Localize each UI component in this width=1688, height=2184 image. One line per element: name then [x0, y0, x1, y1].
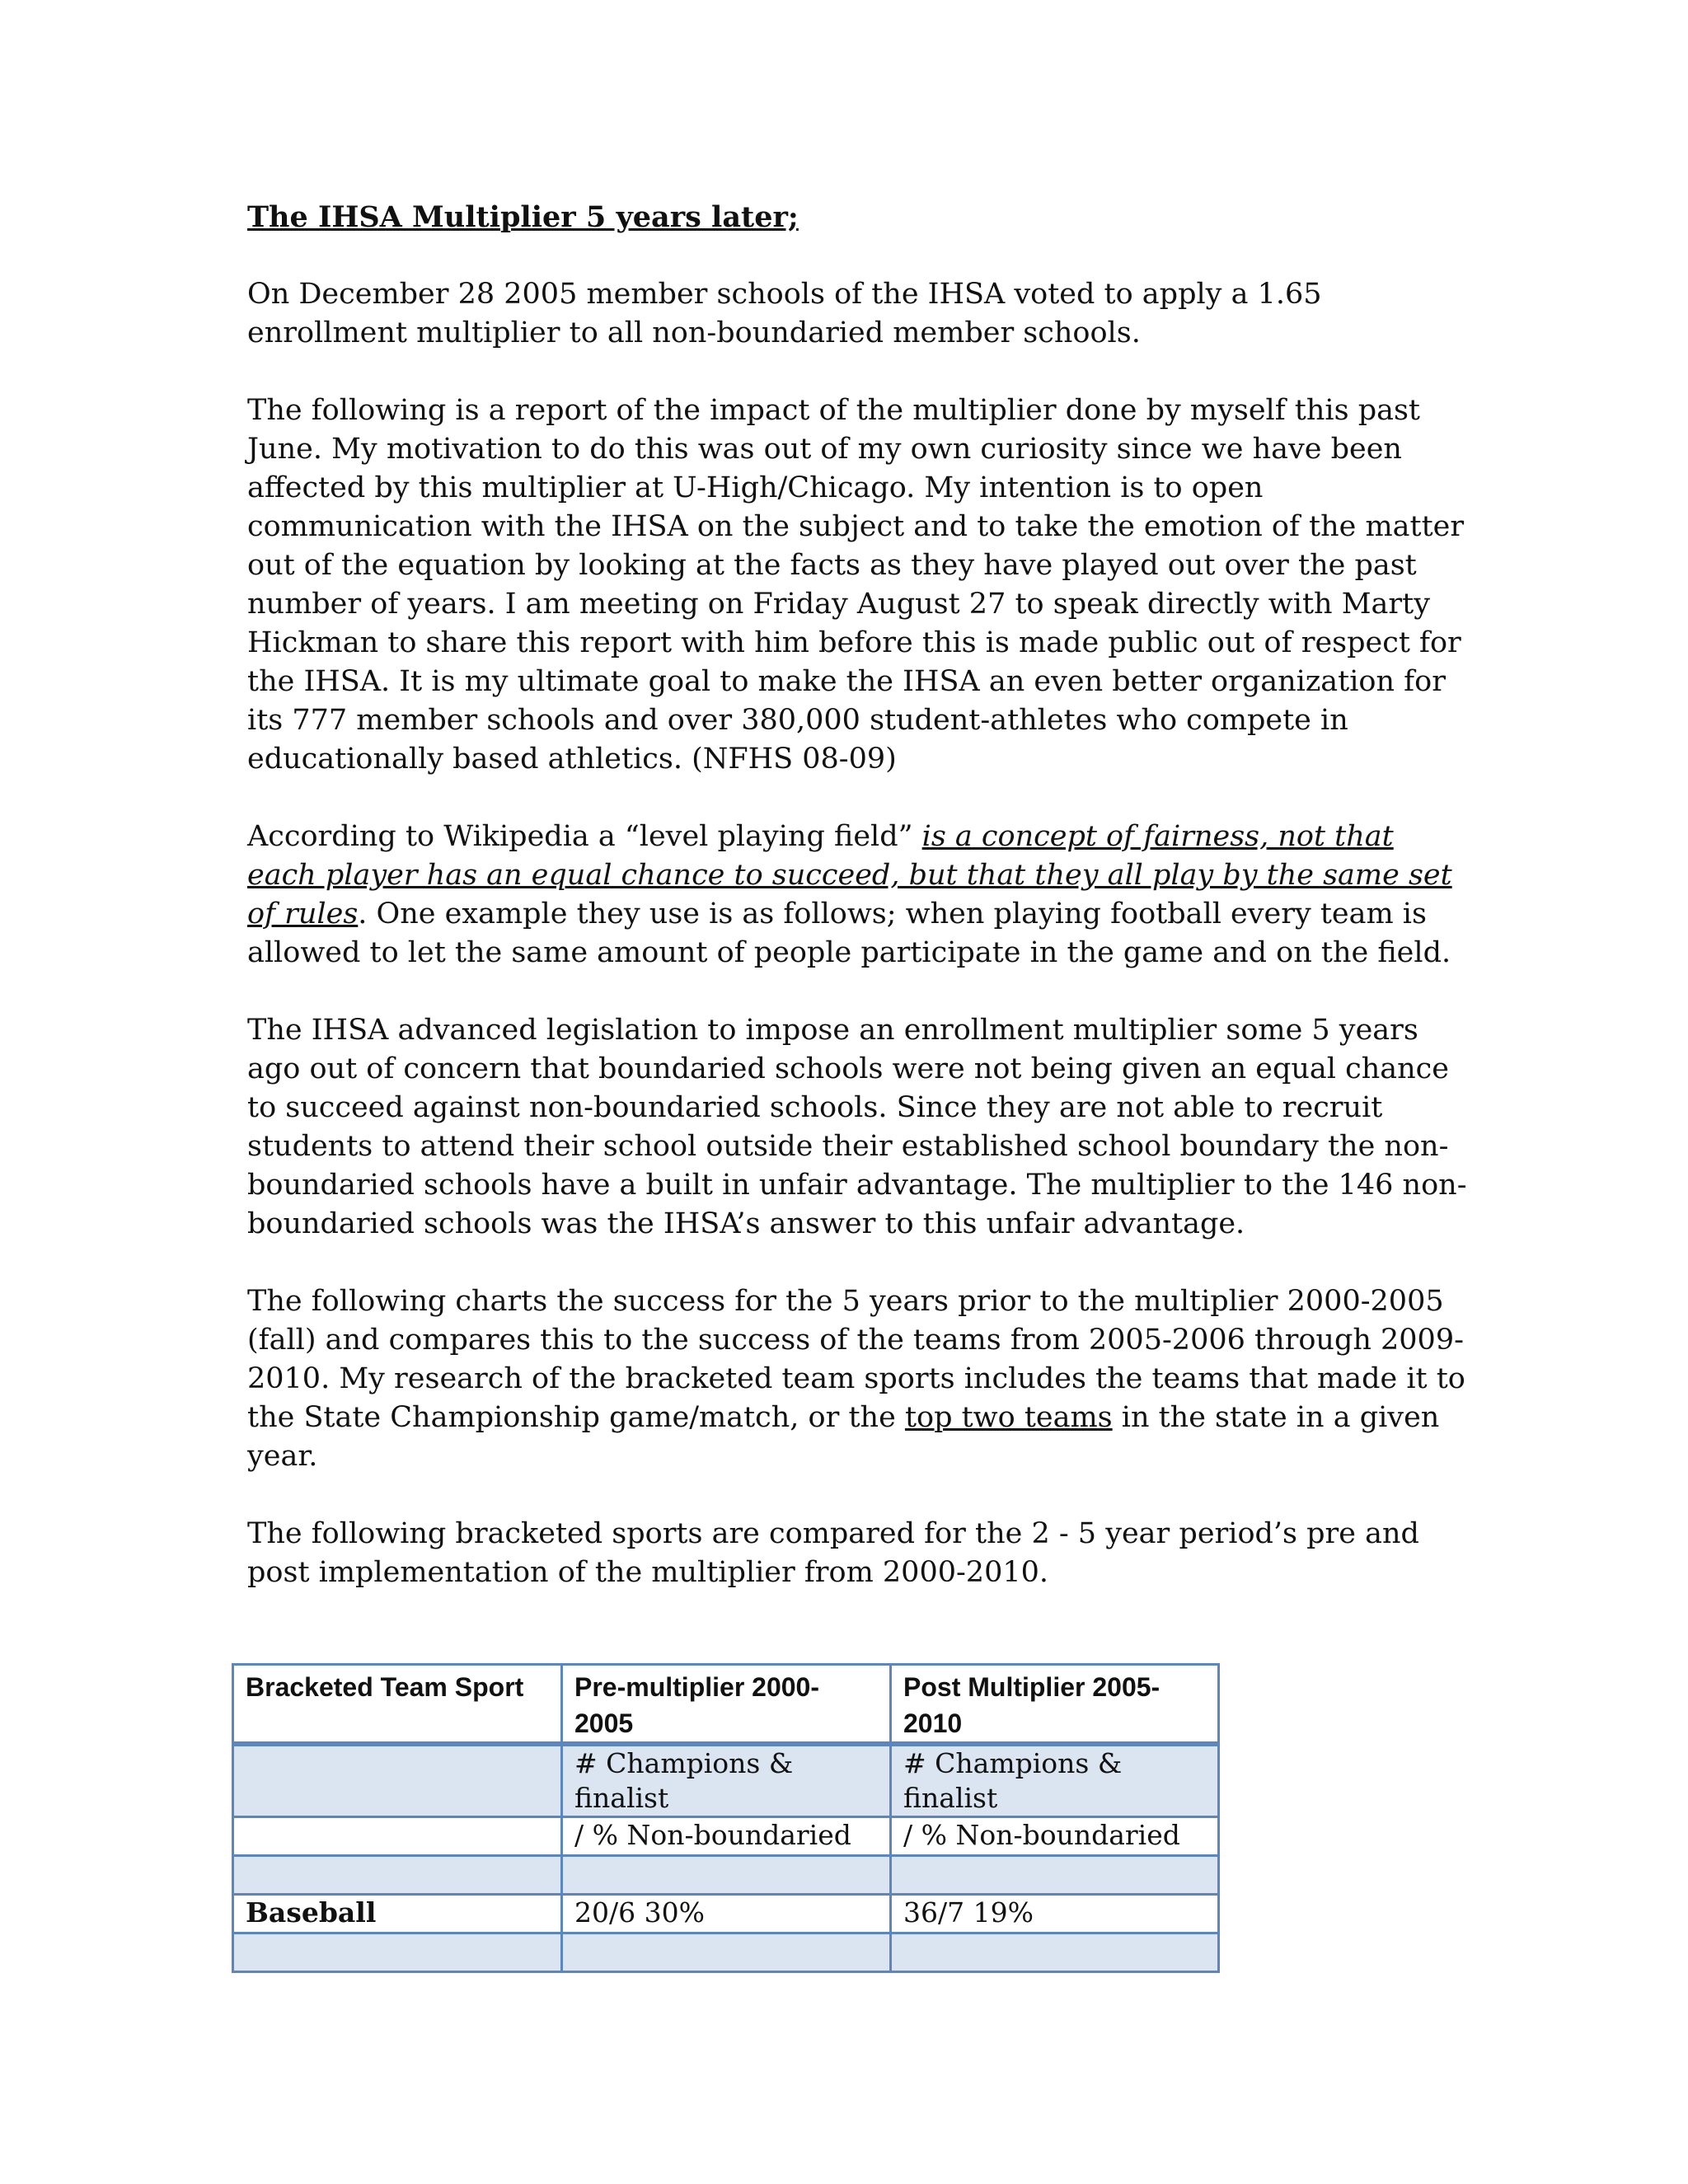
paragraph-charts	[247, 1282, 1467, 1476]
paragraph-legislation: The IHSA advanced legislation to impose an enrollment multiplier some 5 years ago out of concern that boundaried schools were not being given an equal chance to succeed against non-boundaried schools. Since they are not able to recruit students to attend their school outside their established school boundary the non-boundaried schools have a built in unfair advantage. The multiplier to the 146 non-boundaried schools was the IHSA’s answer to this unfair advantage.	[247, 1014, 1467, 1240]
charts-lead: The following charts the success for the 5 years prior to the multiplier 2000-2005 (fall) and compares this to the success of the teams from 2005-2006 through 2009-2010. My research of the bracketed team sports includes the teams that made it to the State Championship game/match, or the	[247, 1285, 1465, 1434]
sport-baseball: Baseball	[233, 1895, 562, 1933]
paragraph-report: The following is a report of the impact of the multiplier done by myself this past June. My motivation to do this was out of my own curiosity since we have been affected by this multiplier at U-High/Chicago. My intention is to open communication with the IHSA on the subject and to take the emotion of the matter out of the equation by looking at the facts as they have played out over the past number of years. I am meeting on Friday August 27 to speak directly with Marty Hickman to share this report with him before this is made public out of respect for the IHSA. It is my ultimate goal to make the IHSA an even better organization for its 777 member schools and over 380,000 student-athletes who compete in educationally based athletics. (NFHS 08-09)	[247, 394, 1465, 776]
paragraph-level-playing-field	[247, 818, 1467, 972]
paragraph-compared: The following bracketed sports are compared for the 2 - 5 year period’s pre and post implementation of the multiplier from 2000-2010.	[247, 1517, 1419, 1589]
table-row	[233, 1817, 1219, 1856]
table-cell: / % Non-boundaried	[562, 1817, 891, 1856]
baseball-pre: 20/6 30%	[562, 1895, 891, 1933]
lpf-lead: According to Wikipedia a “level playing field”	[247, 820, 922, 853]
table-cell	[233, 1856, 562, 1895]
header-pre: Pre-multiplier 2000-2005	[562, 1665, 891, 1745]
page-title: The IHSA Multiplier 5 years later;	[247, 200, 799, 234]
table-cell	[233, 1744, 562, 1817]
top-two-teams: top two teams	[904, 1401, 1113, 1434]
table-cell	[891, 1933, 1219, 1972]
table-row-baseball	[233, 1895, 1219, 1933]
table-cell: # Champions & finalist	[562, 1744, 891, 1817]
document-body	[247, 198, 1467, 1631]
table-header-row	[233, 1665, 1219, 1745]
table-row	[233, 1744, 1219, 1817]
charts-tail: in the state in a given year.	[247, 1401, 1440, 1473]
header-sport: Bracketed Team Sport	[233, 1665, 562, 1745]
baseball-post: 36/7 19%	[891, 1895, 1219, 1933]
table-cell	[233, 1933, 562, 1972]
sports-table	[232, 1663, 1220, 1973]
table-cell	[562, 1856, 891, 1895]
lpf-example: . One example they use is as follows; when playing football every team is allowed to let the same amount of people participate in the game and on the field.	[247, 898, 1451, 969]
table-row	[233, 1933, 1219, 1972]
table-cell: / % Non-boundaried	[891, 1817, 1219, 1856]
table-row	[233, 1856, 1219, 1895]
table-cell: # Champions & finalist	[891, 1744, 1219, 1817]
table-cell	[233, 1817, 562, 1856]
header-post: Post Multiplier 2005-2010	[891, 1665, 1219, 1745]
lpf-definition: is a concept of fairness, not that each player has an equal chance to succeed, but that they all play by the same set of rules	[247, 820, 1452, 930]
table-cell	[562, 1933, 891, 1972]
paragraph-intro: On December 28 2005 member schools of the IHSA voted to apply a 1.65 enrollment multiplier to all non-boundaried member schools.	[247, 278, 1322, 349]
table-cell	[891, 1856, 1219, 1895]
